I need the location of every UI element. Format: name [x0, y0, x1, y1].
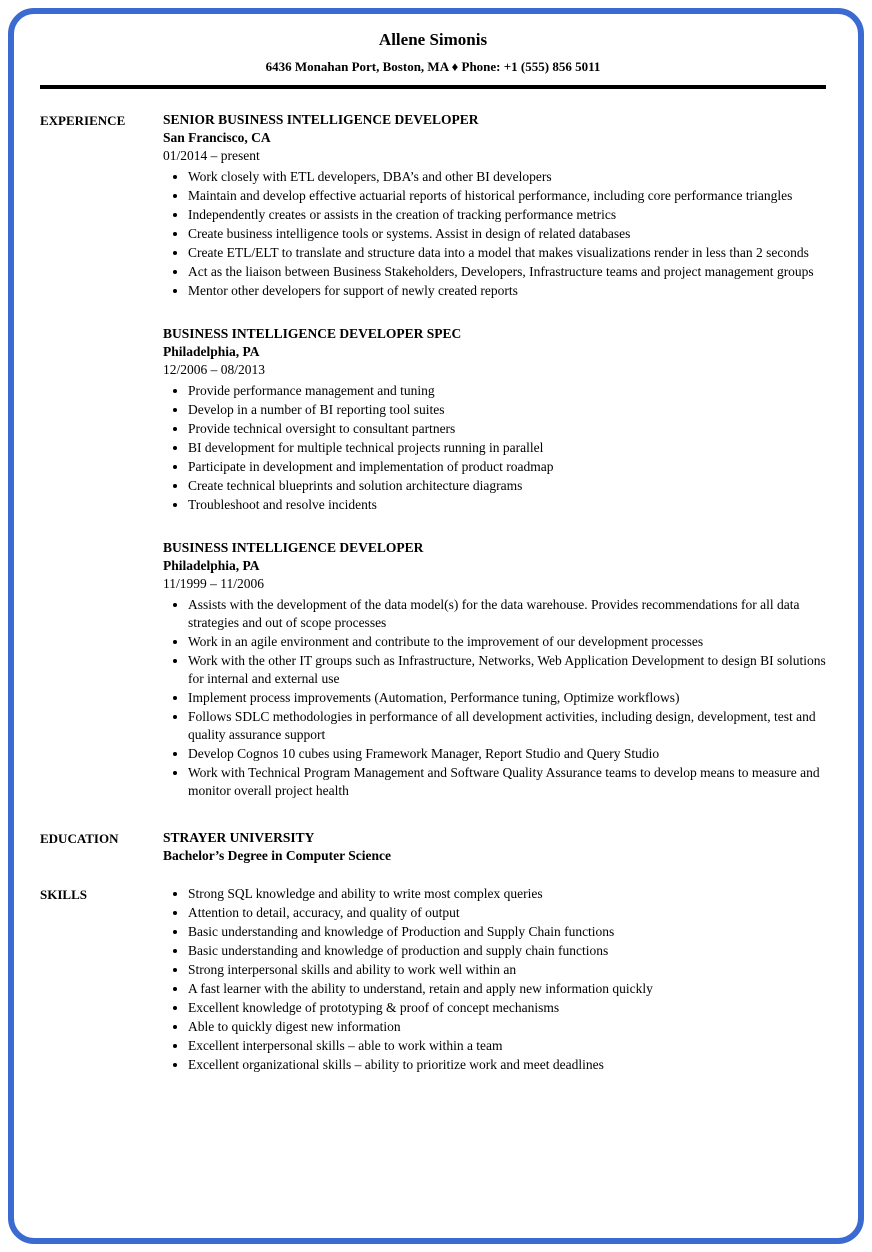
education-content [163, 829, 826, 865]
job-dates: 01/2014 – present [163, 148, 260, 163]
job-dates: 11/1999 – 11/2006 [163, 576, 264, 591]
skill-item: • Strong SQL knowledge and ability to write most complex queries [188, 885, 826, 903]
job-location: San Francisco, CA [163, 130, 271, 145]
bullet-item: • Work with Technical Program Management and Software Quality Assurance teams to develop means to measure and monitor overall project health [188, 764, 826, 800]
skill-item: • Strong interpersonal skills and ability to work well within an [188, 961, 826, 979]
skills-section [40, 885, 826, 1075]
experience-section [40, 111, 826, 801]
section-label-education: EDUCATION [40, 831, 119, 846]
bullet-item: • Provide performance management and tuning [188, 382, 826, 400]
job-bullet-list [163, 596, 826, 800]
contact-line: 6436 Monahan Port, Boston, MA ♦ Phone: +1 (555) 856 5011 [265, 59, 601, 74]
header-divider [40, 85, 826, 89]
bullet-item: • Create ETL/ELT to translate and structure data into a model that makes visualizations render in less than 2 seconds [188, 244, 826, 262]
education-section [40, 829, 826, 865]
job-entry [163, 539, 826, 800]
job-bullet-list [163, 382, 826, 514]
bullet-item: • Act as the liaison between Business Stakeholders, Developers, Infrastructure teams and project management groups [188, 263, 826, 281]
experience-content [163, 111, 826, 801]
section-label-experience: EXPERIENCE [40, 113, 126, 128]
skill-item: • Basic understanding and knowledge of Production and Supply Chain functions [188, 923, 826, 941]
skill-item: • Excellent interpersonal skills – able to work within a team [188, 1037, 826, 1055]
bullet-item: • Develop Cognos 10 cubes using Framework Manager, Report Studio and Query Studio [188, 745, 826, 763]
bullet-item: • Assists with the development of the data model(s) for the data warehouse. Provides recommendations for all data strategies and out of scope processes [188, 596, 826, 632]
skill-item: • Attention to detail, accuracy, and quality of output [188, 904, 826, 922]
job-dates: 12/2006 – 08/2013 [163, 362, 266, 377]
bullet-item: • Provide technical oversight to consultant partners [188, 420, 826, 438]
bullet-item: • Create technical blueprints and solution architecture diagrams [188, 477, 826, 495]
bullet-item: • Mentor other developers for support of newly created reports [188, 282, 826, 300]
job-title: BUSINESS INTELLIGENCE DEVELOPER SPEC [163, 326, 462, 341]
resume-header [40, 30, 826, 89]
bullet-item: • Create business intelligence tools or systems. Assist in design of related databases [188, 225, 826, 243]
school-name: STRAYER UNIVERSITY [163, 830, 315, 845]
bullet-item: • Develop in a number of BI reporting tool suites [188, 401, 826, 419]
skills-bullet-list [163, 885, 826, 1074]
job-entry [163, 111, 826, 300]
bullet-item: • Maintain and develop effective actuarial reports of historical performance, including core performance triangles [188, 187, 826, 205]
bullet-item: • Implement process improvements (Automation, Performance tuning, Optimize workflows) [188, 689, 826, 707]
bullet-item: • BI development for multiple technical projects running in parallel [188, 439, 826, 457]
job-title: SENIOR BUSINESS INTELLIGENCE DEVELOPER [163, 112, 479, 127]
section-label-skills: SKILLS [40, 887, 87, 902]
bullet-item: • Troubleshoot and resolve incidents [188, 496, 826, 514]
bullet-item: • Follows SDLC methodologies in performance of all development activities, including design, development, test and quality assurance support [188, 708, 826, 744]
skill-item: • Able to quickly digest new information [188, 1018, 826, 1036]
skill-item: • A fast learner with the ability to understand, retain and apply new information quickly [188, 980, 826, 998]
bullet-item: • Participate in development and implementation of product roadmap [188, 458, 826, 476]
skill-item: • Excellent organizational skills – ability to prioritize work and meet deadlines [188, 1056, 826, 1074]
bullet-item: • Work in an agile environment and contribute to the improvement of our development processes [188, 633, 826, 651]
skill-item: • Excellent knowledge of prototyping & proof of concept mechanisms [188, 999, 826, 1017]
degree-name: Bachelor’s Degree in Computer Science [163, 848, 391, 863]
resume-body [40, 111, 826, 1075]
skills-content [163, 885, 826, 1075]
bullet-item: • Independently creates or assists in the creation of tracking performance metrics [188, 206, 826, 224]
job-bullet-list [163, 168, 826, 300]
skill-item: • Basic understanding and knowledge of production and supply chain functions [188, 942, 826, 960]
job-title: BUSINESS INTELLIGENCE DEVELOPER [163, 540, 424, 555]
bullet-item: • Work closely with ETL developers, DBA’s and other BI developers [188, 168, 826, 186]
job-location: Philadelphia, PA [163, 558, 260, 573]
job-entry [163, 325, 826, 514]
bullet-item: • Work with the other IT groups such as Infrastructure, Networks, Web Application Development to design BI solutions for internal and external use [188, 652, 826, 688]
job-location: Philadelphia, PA [163, 344, 260, 359]
candidate-name: Allene Simonis [378, 30, 488, 49]
